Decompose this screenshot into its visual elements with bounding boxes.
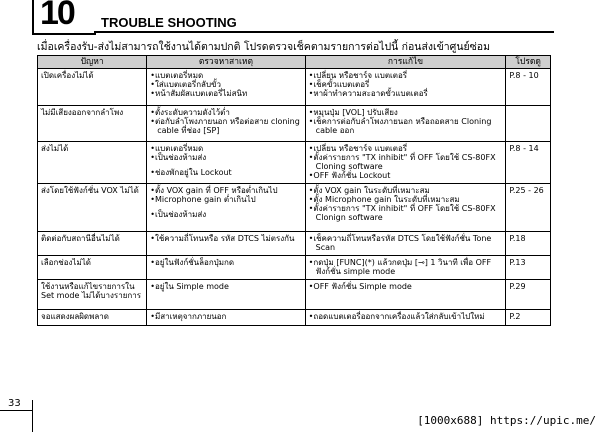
problem-cell: ติดต่อกับสถานีอื่นไม่ได้: [38, 232, 147, 256]
fix-item: • ตั้งค่ารายการ "TX inhibit" ที่ OFF โดยใช้ CS-80FX Clonign software: [309, 204, 503, 222]
fix-item: • เปลี่ยน หรือชาร์จ แบตเตอรี่: [309, 144, 503, 153]
header-problem: ปัญหา: [38, 56, 147, 69]
fix-item: • เปลี่ยน หรือชาร์จ แบตเตอรี่: [309, 71, 503, 80]
cause-item: • แบตเตอรี่หมด: [150, 71, 301, 80]
header-cause: ตรวจหาสาเหตุ: [147, 56, 305, 69]
fix-cell: [305, 184, 506, 232]
reference-cell: P.18: [506, 232, 551, 256]
problem-cell: ส่งไม่ได้: [38, 142, 147, 184]
cause-item: • อยู่ใน Simple mode: [150, 282, 301, 291]
fix-cell: [305, 142, 506, 184]
table-header-row: [38, 56, 551, 69]
table-row: [38, 106, 551, 142]
intro-text: เมื่อเครื่องรับ-ส่งไม่สามารถใช้งานได้ตามปกติ โปรดตรวจเช็คตามรายการต่อไปนี้ ก่อนส่งเข้าศูนย์ซ่อม: [37, 41, 491, 53]
problem-cell: ใช้งานหรือแก้ไขรายการใน Set mode ไม่ได้บางรายการ: [38, 280, 147, 310]
cause-cell: [147, 142, 305, 184]
fix-cell: [305, 232, 506, 256]
fix-item: • กดปุ่ม [FUNC](*) แล้วกดปุ่ม [⊸] 1 วินาที เพื่อ OFF ฟังก์ชั่น simple mode: [309, 258, 503, 276]
cause-item: • หน้าสัมผัสแบตเตอรี่ไม่สนิท: [150, 89, 301, 98]
table-row: [38, 184, 551, 232]
footer-divider: [32, 400, 33, 432]
fix-cell: [305, 310, 506, 326]
reference-cell: P.25 - 26: [506, 184, 551, 232]
fix-item: • ถอดแบตเตอรี่ออกจากเครื่องแล้วใส่กลับเข้าไปใหม่: [309, 312, 503, 321]
problem-cell: ไม่มีเสียงออกจากลำโพง: [38, 106, 147, 142]
cause-cell: [147, 280, 305, 310]
cause-item: • อยู่ในฟังก์ชั่นล็อกปุ่มกด: [150, 258, 301, 267]
fix-item: • หมุนปุ่ม [VOL] ปรับเสียง: [309, 108, 503, 117]
table-row: [38, 310, 551, 326]
watermark: [1000x688] https://upic.me/: [417, 414, 596, 427]
reference-cell: P.2: [506, 310, 551, 326]
reference-cell: P.13: [506, 256, 551, 280]
fix-cell: [305, 280, 506, 310]
fix-item: • ตั้ง VOX gain ในระดับที่เหมาะสม: [309, 186, 503, 195]
fix-item: • OFF ฟังก์ชั่น Simple mode: [309, 282, 503, 291]
reference-cell: P.8 - 14: [506, 142, 551, 184]
page-number: 33: [8, 398, 21, 409]
header-reference: โปรดดู: [506, 56, 551, 69]
cause-item: • แบตเตอรี่หมด: [150, 144, 301, 153]
page-title: TROUBLE SHOOTING: [101, 15, 237, 30]
cause-cell: [147, 106, 305, 142]
fix-item: • เช็คขั้วแบตเตอรี่: [309, 80, 503, 89]
cause-cell: [147, 232, 305, 256]
cause-item: • เป็นช่องห้ามส่ง: [150, 210, 301, 219]
cause-item: • เป็นช่องห้ามส่ง: [150, 153, 301, 162]
cause-item: • ช่องพักอยู่ใน Lockout: [150, 168, 301, 177]
table-row: [38, 142, 551, 184]
cause-cell: [147, 69, 305, 106]
chapter-rule: [94, 31, 554, 33]
reference-cell: [506, 106, 551, 142]
reference-cell: P.8 - 10: [506, 69, 551, 106]
problem-cell: เปิดเครื่องไม่ได้: [38, 69, 147, 106]
reference-cell: P.29: [506, 280, 551, 310]
cause-cell: [147, 256, 305, 280]
fix-item: • เช็คความถี่โทนหรือรหัส DTCS โดยใช้ฟังก์ชั่น Tone Scan: [309, 234, 503, 252]
problem-cell: จอแสดงผลผิดพลาด: [38, 310, 147, 326]
fix-item: • หาผ้าทำความสะอาดขั้วแบตเตอรี่: [309, 89, 503, 98]
fix-item: • เช็คการต่อกับลำโพงภายนอก หรือถอดสาย Cloning cable ออก: [309, 117, 503, 135]
problem-cell: ส่งโดยใช้ฟังก์ชั่น VOX ไม่ได้: [38, 184, 147, 232]
table-row: [38, 69, 551, 106]
fix-item: • ตั้งค่ารายการ "TX inhibit" ที่ OFF โดยใช้ CS-80FX Cloning software: [309, 153, 503, 171]
cause-item: • ตั้ง VOX gain ที่ OFF หรือต่ำเกินไป: [150, 186, 301, 195]
fix-item: • OFF ฟังก์ชั่น Lockout: [309, 171, 503, 180]
cause-item: • ใส่แบตเตอรี่กลับขั้ว: [150, 80, 301, 89]
troubleshooting-table: [37, 55, 551, 326]
table-row: [38, 280, 551, 310]
fix-cell: [305, 106, 506, 142]
problem-cell: เลือกช่องไม่ได้: [38, 256, 147, 280]
cause-item: • ตั้งระดับความดังไว้ต่ำ: [150, 108, 301, 117]
cause-item: • ต่อกับลำโพงภายนอก หรือต่อสาย cloning cable ที่ช่อง [SP]: [150, 117, 301, 135]
cause-cell: [147, 184, 305, 232]
table-row: [38, 232, 551, 256]
cause-cell: [147, 310, 305, 326]
table-row: [38, 256, 551, 280]
fix-cell: [305, 256, 506, 280]
fix-item: • ตั้ง Microphone gain ในระดับที่เหมาะสม: [309, 195, 503, 204]
header-fix: การแก้ไข: [305, 56, 506, 69]
cause-item: • ใช้ความถี่โทนหรือ รหัส DTCS ไม่ตรงกัน: [150, 234, 301, 243]
cause-item: • Microphone gain ต่ำเกินไป: [150, 195, 301, 204]
cause-item: • มีสาเหตุจากภายนอก: [150, 312, 301, 321]
fix-cell: [305, 69, 506, 106]
chapter-number: 10: [40, 0, 74, 32]
footer-rule: [0, 410, 32, 411]
